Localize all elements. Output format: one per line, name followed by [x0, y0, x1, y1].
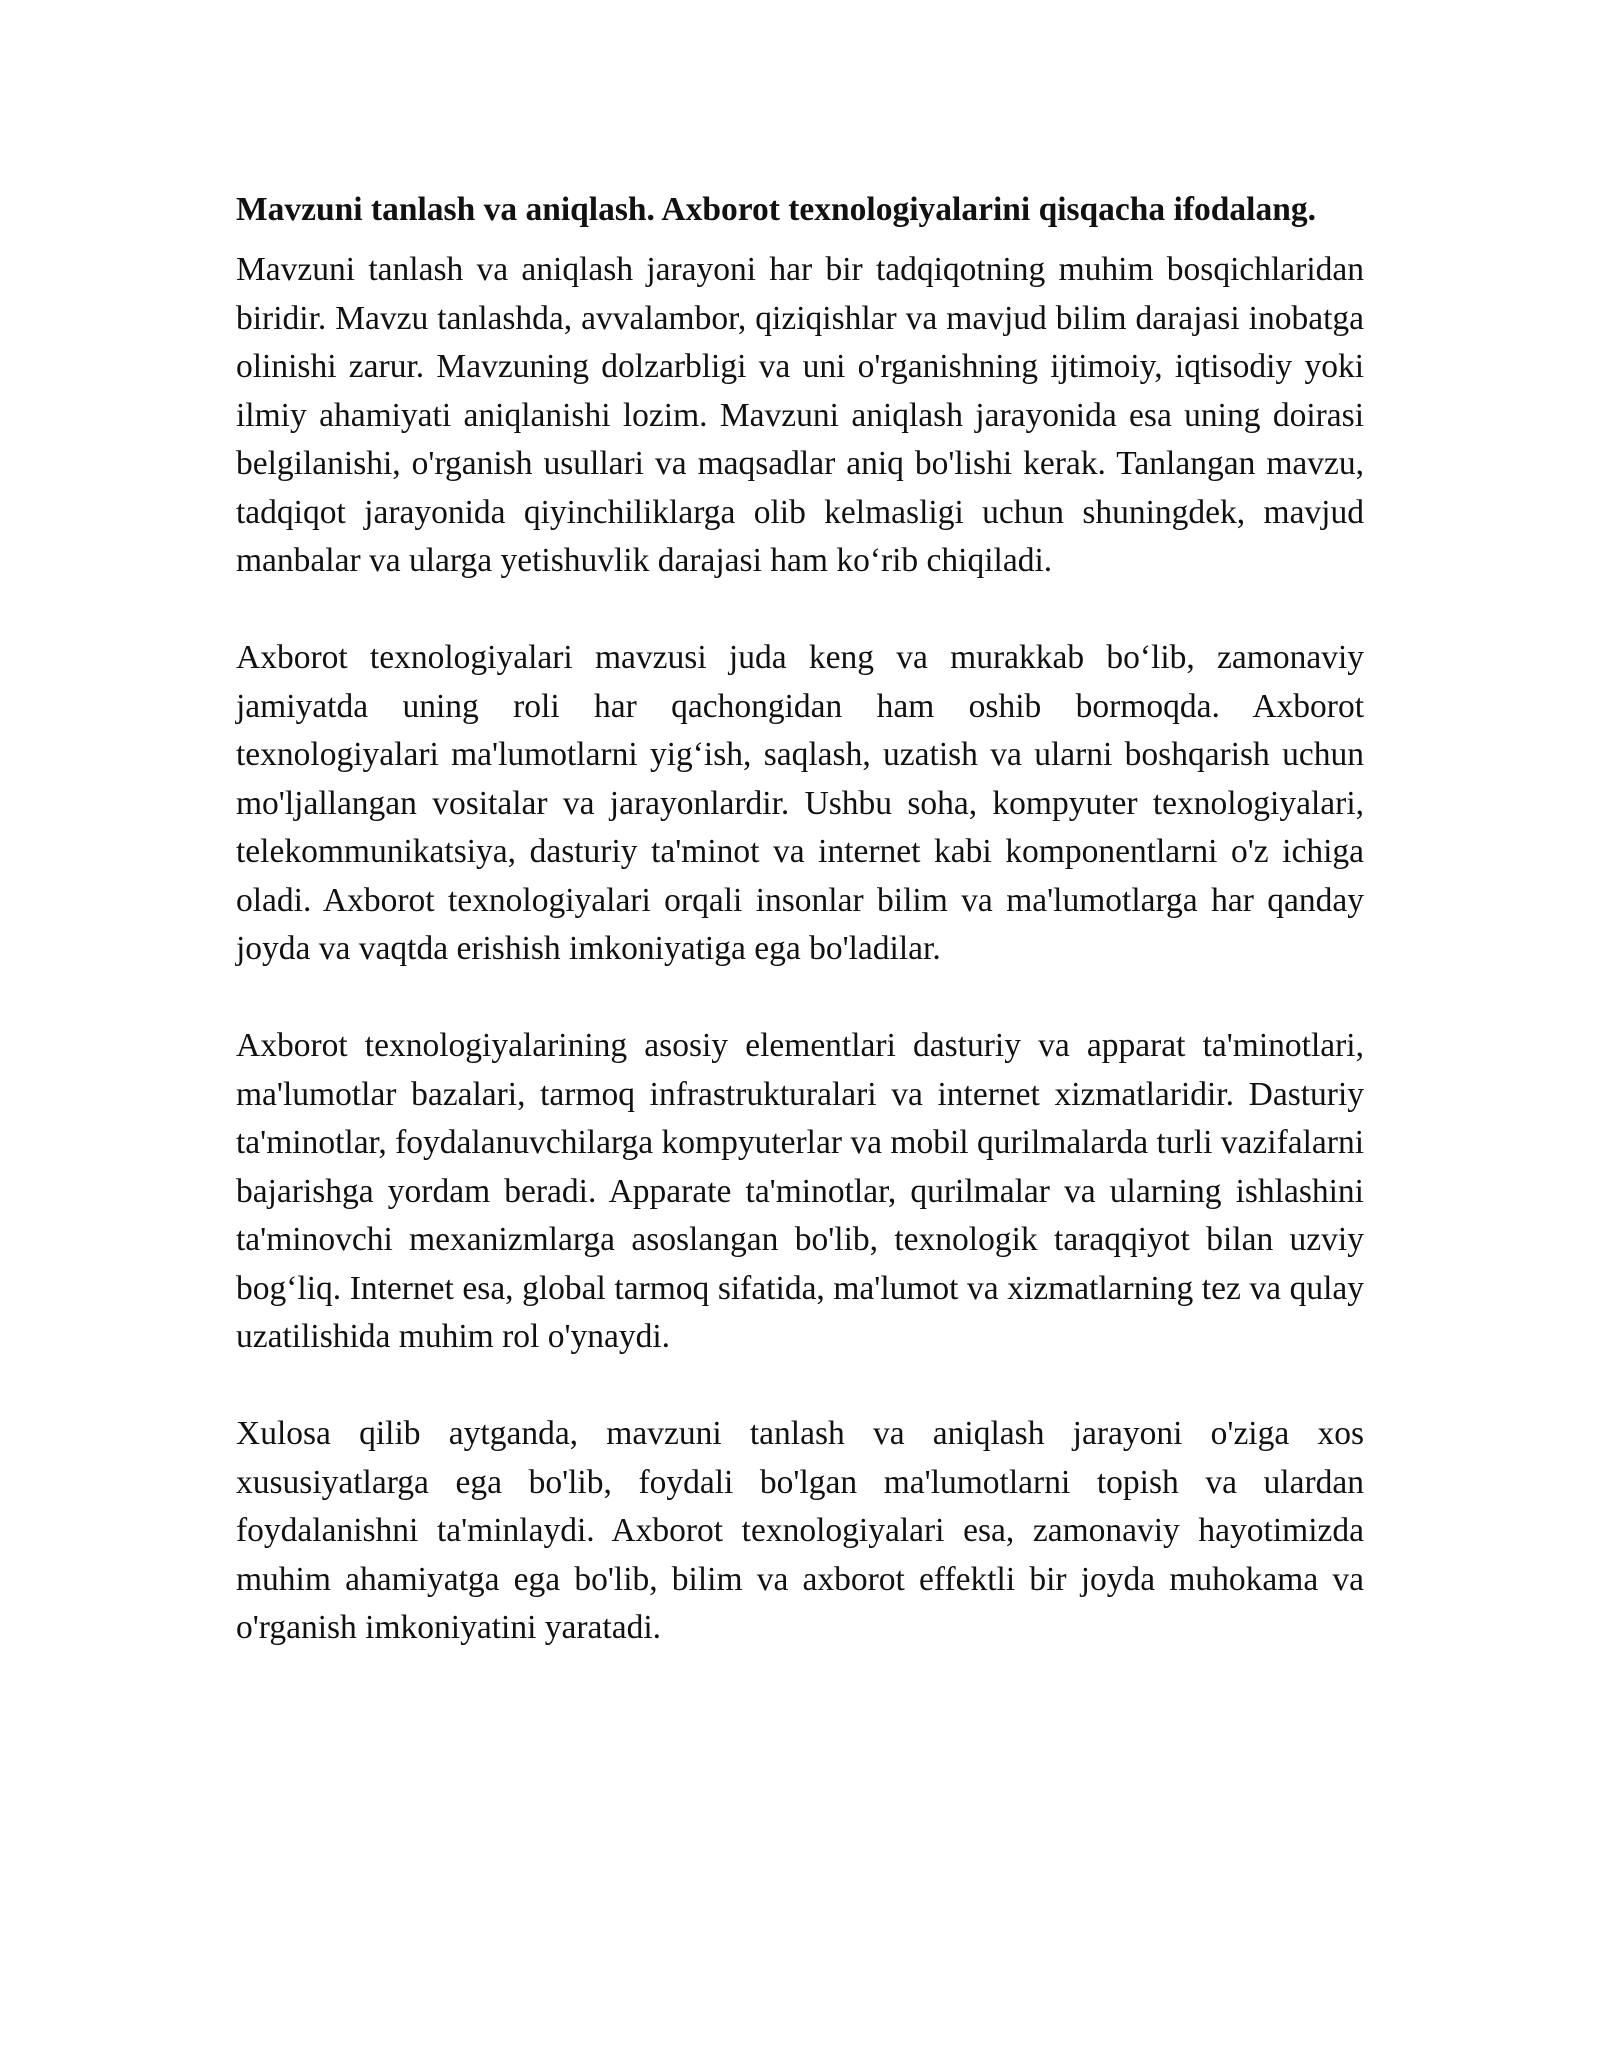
document-title: Mavzuni tanlash va aniqlash. Axborot texnologiyalarini qisqacha ifodalang. [236, 191, 1316, 228]
paragraph-2: Axborot texnologiyalari mavzusi juda keng va murakkab bo‘lib, zamonaviy jamiyatda uning roli har qachongidan ham oshib bormoqda. Axborot texnologiyalari ma'lumotlarni yig‘ish, saqlash, uzatish va ularni boshqarish uchun mo'ljallangan vositalar va jarayonlardir. Ushbu soha, kompyuter texnologiyalari, telekommunikatsiya, dasturiy ta'minot va internet kabi komponentlarni o'z ichiga oladi. Axborot texnologiyalari orqali insonlar bilim va ma'lumotlarga har qanday joyda va vaqtda erishish imkoniyatiga ega bo'ladilar. [236, 639, 1364, 967]
paragraph-3: Axborot texnologiyalarining asosiy elementlari dasturiy va apparat ta'minotlari, ma'lumotlar bazalari, tarmoq infrastrukturalari va internet xizmatlaridir. Dasturiy ta'minotlar, foydalanuvchilarga kompyuterlar va mobil qurilmalarda turli vazifalarni bajarishga yordam beradi. Apparate ta'minotlar, qurilmalar va ularning ishlashini ta'minovchi mexanizmlarga asoslangan bo'lib, texnologik taraqqiyot bilan uzviy bog‘liq. Internet esa, global tarmoq sifatida, ma'lumot va xizmatlarning tez va qulay uzatilishida muhim rol o'ynaydi. [236, 1027, 1364, 1355]
document-page [236, 186, 1364, 1653]
paragraph-4: Xulosa qilib aytganda, mavzuni tanlash va aniqlash jarayoni o'ziga xos xususiyatlarga ega bo'lib, foydali bo'lgan ma'lumotlarni topish va ulardan foydalanishni ta'minlaydi. Axborot texnologiyalari esa, zamonaviy hayotimizda muhim ahamiyatga ega bo'lib, bilim va axborot effektli bir joyda muhokama va o'rganish imkoniyatini yaratadi. [236, 1415, 1364, 1646]
paragraph-1: Mavzuni tanlash va aniqlash jarayoni har bir tadqiqotning muhim bosqichlaridan biridir. Mavzu tanlashda, avvalambor, qiziqishlar va mavjud bilim darajasi inobatga olinishi zarur. Mavzuning dolzarbligi va uni o'rganishning ijtimoiy, iqtisodiy yoki ilmiy ahamiyati aniqlanishi lozim. Mavzuni aniqlash jarayonida esa uning doirasi belgilanishi, o'rganish usullari va maqsadlar aniq bo'lishi kerak. Tanlangan mavzu, tadqiqot jarayonida qiyinchiliklarga olib kelmasligi uchun shuningdek, mavjud manbalar va ularga yetishuvlik darajasi ham ko‘rib chiqiladi. [236, 251, 1364, 579]
